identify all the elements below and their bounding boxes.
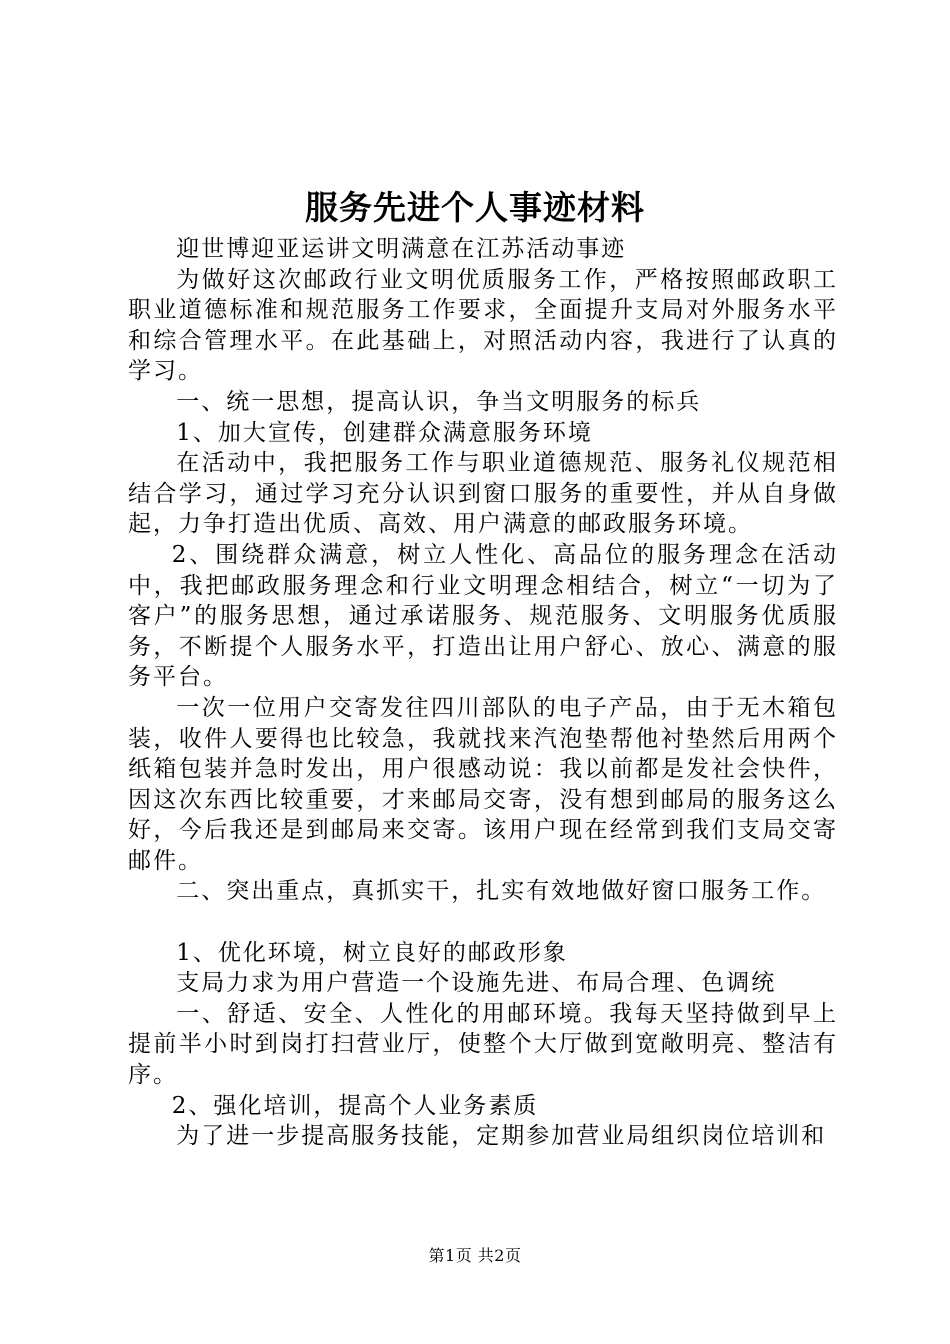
paragraph-service-concept: 2、围绕群众满意，树立人性化、高品位的服务理念在活动中，我把邮政服务理念和行业文明理念相结合，树立“一切为了客户”的服务思想，通过承诺服务、规范服务、文明服务优质服务，不断提个人服务水平，打造出让用户舒心、放心、满意的服务平台。 (128, 541, 838, 691)
blank-line (128, 907, 838, 938)
heading-subsection-1-1: 1、加大宣传，创建群众满意服务环境 (176, 419, 593, 446)
paragraph-training: 为了进一步提高服务技能，定期参加营业局组织岗位培训和 (176, 1123, 827, 1150)
document-body (128, 234, 838, 1152)
paragraph-environment-cont: 一、舒适、安全、人性化的用邮环境。我每天坚持做到早上提前半小时到岗打扫营业厅，使整个大厅做到宽敞明亮、整洁有序。 (128, 1000, 838, 1089)
paragraph-environment: 支局力求为用户营造一个设施先进、布局合理、色调统 (176, 970, 777, 997)
page-footer: 第1页 共2页 (428, 1246, 522, 1265)
paragraph-intro: 为做好这次邮政行业文明优质服务工作，严格按照邮政职工职业道德标准和规范服务工作要求，全面提升支局对外服务水平和综合管理水平。在此基础上，对照活动内容，我进行了认真的学习。 (128, 266, 838, 385)
heading-section-2: 二、突出重点，真抓实干，扎实有效地做好窗口服务工作。 (176, 878, 827, 905)
heading-section-1: 一、统一思想，提高认识，争当文明服务的标兵 (176, 388, 702, 415)
heading-subsection-2-1: 1、优化环境，树立良好的邮政形象 (176, 939, 568, 966)
paragraph-activity: 在活动中，我把服务工作与职业道德规范、服务礼仪规范相结合学习，通过学习充分认识到窗口服务的重要性，并从自身做起，力争打造出优质、高效、用户满意的邮政服务环境。 (128, 450, 838, 538)
heading-subsection-2-2: 2、强化培训，提高个人业务素质 (171, 1092, 539, 1119)
paragraph-subtitle: 迎世博迎亚运讲文明满意在江苏活动事迹 (176, 236, 627, 262)
paragraph-customer-story: 一次一位用户交寄发往四川部队的电子产品，由于无木箱包装，收件人要得也比较急，我就找来汽泡垫帮他衬垫然后用两个纸箱包装并急时发出，用户很感动说：我以前都是发社会快件，因这次东西比较重要，才来邮局交寄，没有想到邮局的服务这么好，今后我还是到邮局来交寄。该用户现在经常到我们支局交寄邮件。 (128, 694, 838, 874)
document-title: 服务先进个人事迹材料 (305, 188, 645, 227)
